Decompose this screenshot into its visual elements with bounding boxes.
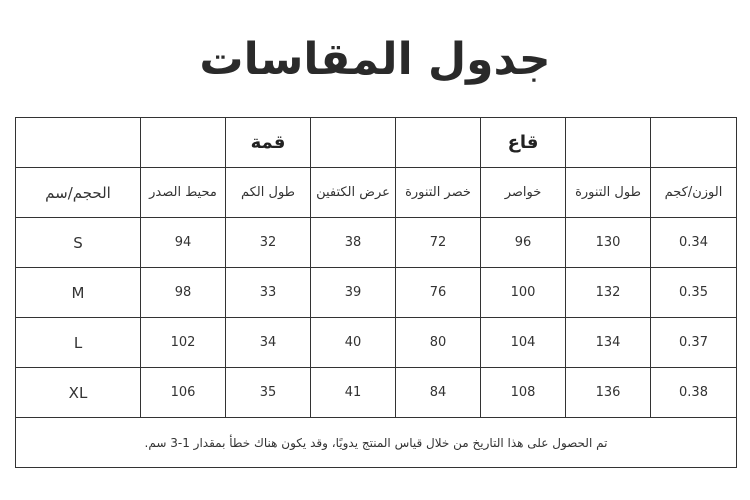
- size-cell: XL: [16, 368, 141, 418]
- skirt-length-cell: 134: [566, 318, 651, 368]
- skirt-waist-cell: 76: [396, 268, 481, 318]
- empty-cell: [566, 118, 651, 168]
- column-header-skirt-length: طول التنورة: [566, 168, 651, 218]
- group-label-top: قمة: [226, 118, 311, 168]
- hips-cell: 108: [481, 368, 566, 418]
- skirt-length-cell: 132: [566, 268, 651, 318]
- group-header-row: [16, 118, 737, 168]
- page-title: جدول المقاسات: [199, 34, 551, 85]
- column-header-size: الحجم/سم: [16, 168, 141, 218]
- hips-cell: 100: [481, 268, 566, 318]
- table-row: [16, 218, 737, 268]
- group-label-bottom: قاع: [481, 118, 566, 168]
- table-row: [16, 318, 737, 368]
- chest-cell: 98: [141, 268, 226, 318]
- skirt-waist-cell: 72: [396, 218, 481, 268]
- weight-cell: 0.35: [651, 268, 737, 318]
- column-header-chest: محيط الصدر: [141, 168, 226, 218]
- chest-cell: 94: [141, 218, 226, 268]
- skirt-waist-cell: 84: [396, 368, 481, 418]
- sleeve-cell: 32: [226, 218, 311, 268]
- size-table: [15, 117, 737, 468]
- empty-cell: [141, 118, 226, 168]
- table-row: [16, 368, 737, 418]
- table-row: [16, 268, 737, 318]
- size-cell: L: [16, 318, 141, 368]
- column-header-skirt-waist: خصر التنورة: [396, 168, 481, 218]
- empty-cell: [16, 118, 141, 168]
- size-cell: S: [16, 218, 141, 268]
- weight-cell: 0.37: [651, 318, 737, 368]
- sleeve-cell: 33: [226, 268, 311, 318]
- column-header-shoulder: عرض الكتفين: [311, 168, 396, 218]
- column-header-hips: خواصر: [481, 168, 566, 218]
- column-header-sleeve: طول الكم: [226, 168, 311, 218]
- chest-cell: 102: [141, 318, 226, 368]
- sleeve-cell: 35: [226, 368, 311, 418]
- empty-cell: [311, 118, 396, 168]
- hips-cell: 96: [481, 218, 566, 268]
- empty-cell: [651, 118, 737, 168]
- shoulder-cell: 41: [311, 368, 396, 418]
- weight-cell: 0.34: [651, 218, 737, 268]
- shoulder-cell: 39: [311, 268, 396, 318]
- shoulder-cell: 40: [311, 318, 396, 368]
- measurement-note: تم الحصول على هذا التاريخ من خلال قياس المنتج يدويًا، وقد يكون هناك خطأ بمقدار 1-3 سم.: [16, 418, 737, 468]
- chest-cell: 106: [141, 368, 226, 418]
- column-header-weight: الوزن/كجم: [651, 168, 737, 218]
- column-header-row: [16, 168, 737, 218]
- skirt-waist-cell: 80: [396, 318, 481, 368]
- shoulder-cell: 38: [311, 218, 396, 268]
- size-cell: M: [16, 268, 141, 318]
- weight-cell: 0.38: [651, 368, 737, 418]
- skirt-length-cell: 136: [566, 368, 651, 418]
- empty-cell: [396, 118, 481, 168]
- note-row: [16, 418, 737, 468]
- hips-cell: 104: [481, 318, 566, 368]
- sleeve-cell: 34: [226, 318, 311, 368]
- skirt-length-cell: 130: [566, 218, 651, 268]
